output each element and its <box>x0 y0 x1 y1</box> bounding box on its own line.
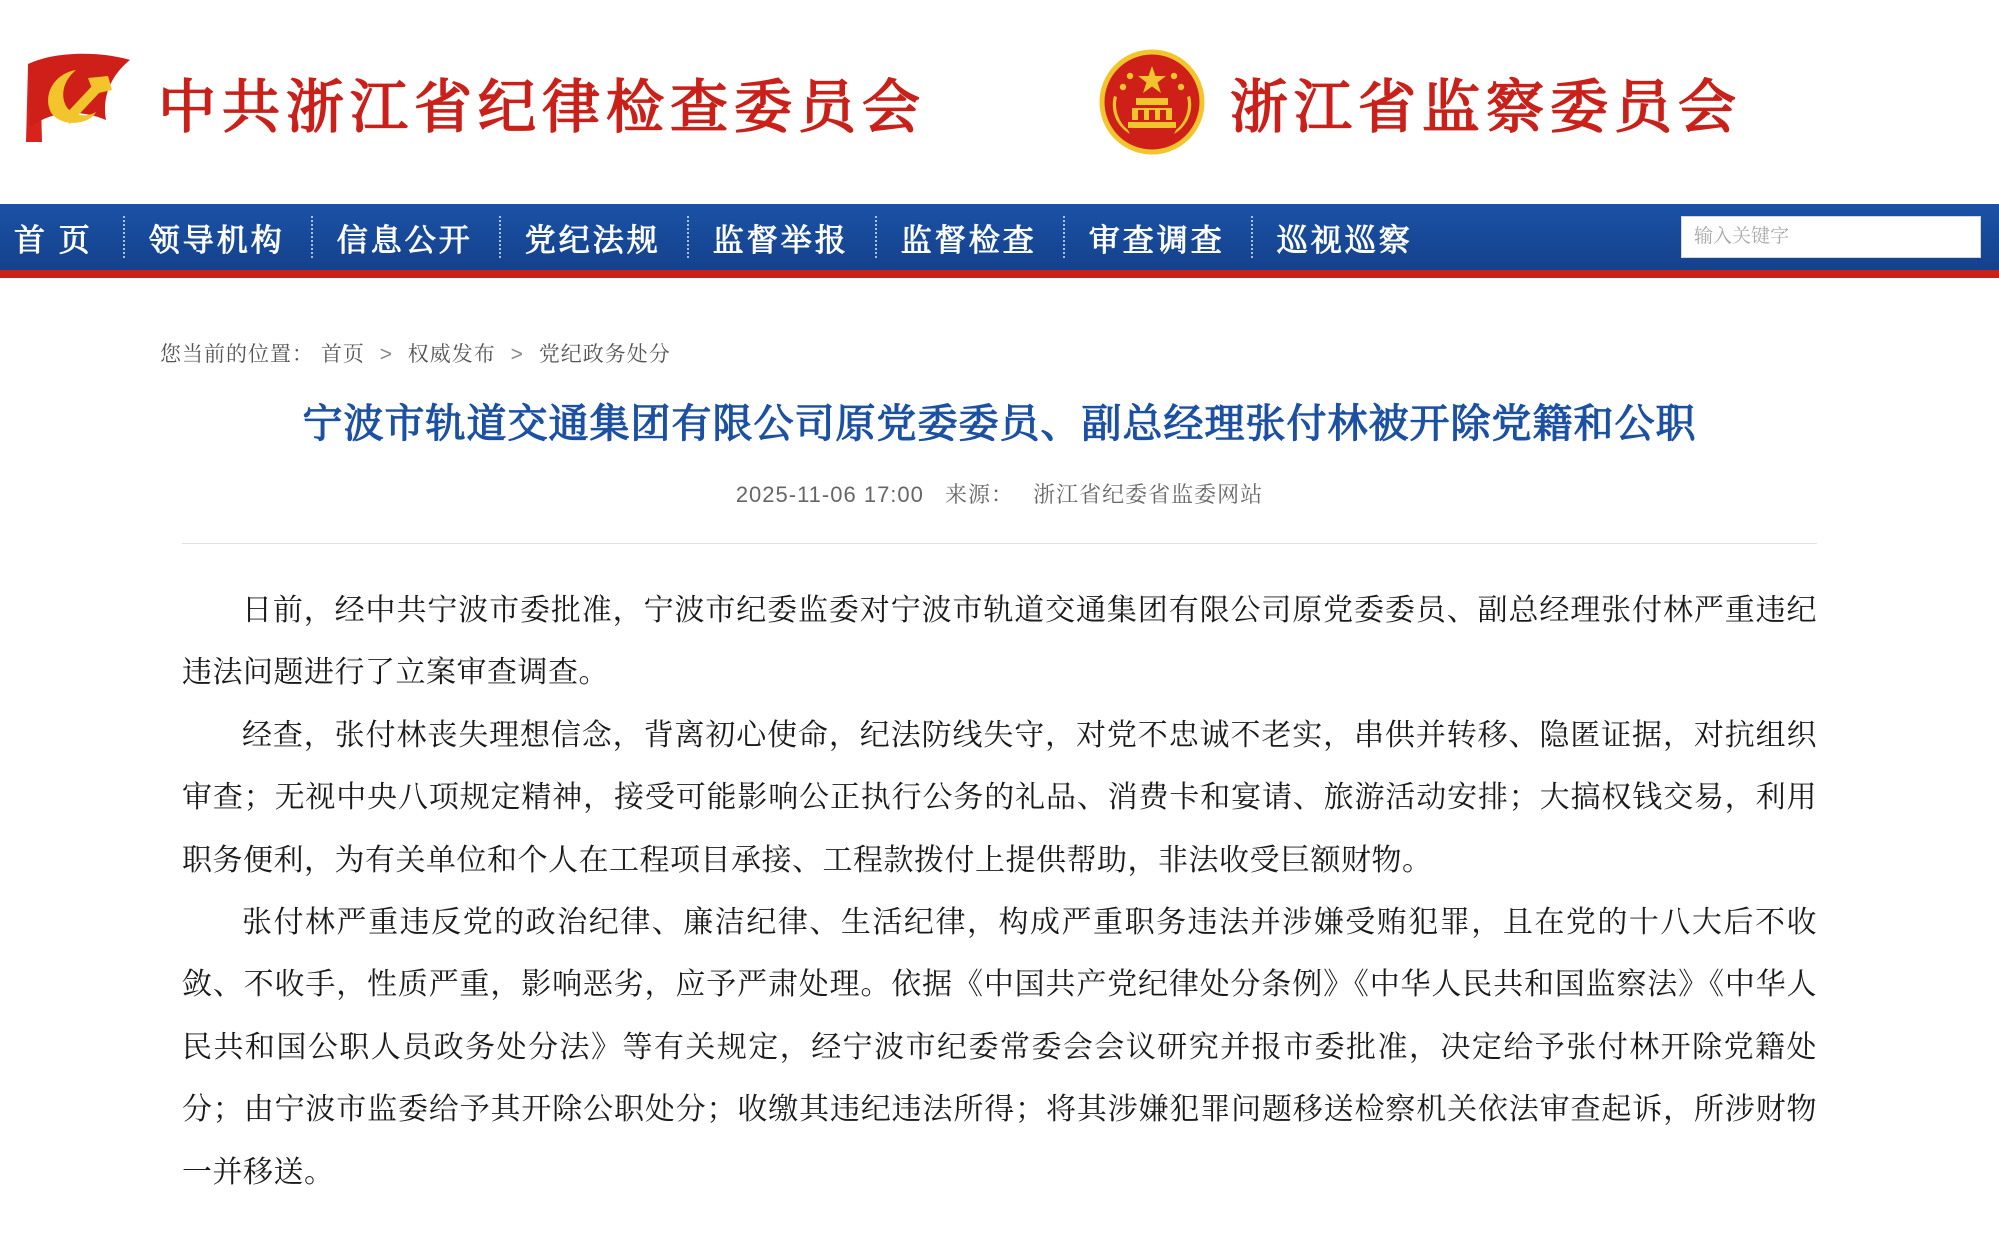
nav-item-label: 领导机构 <box>148 222 285 258</box>
article-source: 浙江省纪委省监委网站 <box>1033 482 1264 507</box>
divider <box>182 543 1817 544</box>
nav-item-home[interactable] <box>0 204 123 270</box>
search-input[interactable] <box>1681 216 1981 258</box>
nav-item-supervision-inspection[interactable] <box>875 204 1063 270</box>
nav-item-patrol-inspection[interactable] <box>1251 204 1439 270</box>
nav-item-list <box>0 204 1681 270</box>
page-title: 宁波市轨道交通集团有限公司原党委委员、副总经理张付林被开除党籍和公职 <box>302 401 1697 446</box>
nav-item-label: 监督举报 <box>712 222 849 258</box>
hammer-sickle-emblem-icon <box>18 46 136 158</box>
nav-item-report[interactable] <box>687 204 875 270</box>
breadcrumb <box>160 278 1839 368</box>
breadcrumb-item-authoritative-release[interactable]: 权威发布 <box>407 343 496 366</box>
article <box>160 396 1839 1204</box>
party-org-title: 中共浙江省纪律检查委员会 <box>158 75 927 140</box>
article-paragraph: 张付林严重违反党的政治纪律、廉洁纪律、生活纪律，构成严重职务违法并涉嫌受贿犯罪，且在党的十八大后不收敛、不收手，性质严重，影响恶劣，应予严肃处理。依据《中国共产党纪律处分条例》《中华人民共和国监察法》《中华人民共和国公职人员政务处分法》等有关规定，经宁波市纪委常委会会议研究并报市委批准，决定给予张付林开除党籍处分；由宁波市监委给予其开除公职处分；收缴其违纪违法所得；将其涉嫌犯罪问题移送检察机关依法审查起诉，所涉财物一并移送。 <box>182 905 1817 1189</box>
main-navigation <box>0 204 1999 270</box>
nav-item-label: 监督检查 <box>900 222 1037 258</box>
breadcrumb-item-disciplinary-action[interactable]: 党纪政务处分 <box>538 343 671 366</box>
article-source-label: 来源： <box>945 482 1015 507</box>
national-emblem-icon <box>1096 46 1208 158</box>
breadcrumb-separator: > <box>510 343 524 366</box>
nav-red-underline <box>0 270 1999 278</box>
article-date: 2025-11-06 17:00 <box>735 482 924 507</box>
nav-item-party-regulations[interactable] <box>499 204 687 270</box>
supervision-logo-block[interactable] <box>1096 46 1742 158</box>
site-header <box>0 0 1999 204</box>
nav-item-label: 巡视巡察 <box>1276 222 1413 258</box>
breadcrumb-separator: > <box>379 343 393 366</box>
nav-item-label: 首 页 <box>14 222 93 258</box>
party-logo-block[interactable] <box>18 46 926 158</box>
nav-item-label: 党纪法规 <box>524 222 661 258</box>
article-paragraph: 经查，张付林丧失理想信念，背离初心使命，纪法防线失守，对党不忠诚不老实，串供并转移、隐匿证据，对抗组织审查；无视中央八项规定精神，接受可能影响公正执行公务的礼品、消费卡和宴请、旅游活动安排；大搞权钱交易，利用职务便利，为有关单位和个人在工程项目承接、工程款拨付上提供帮助，非法收受巨额财物。 <box>182 718 1817 877</box>
nav-item-information-disclosure[interactable] <box>311 204 499 270</box>
supervision-org-title: 浙江省监察委员会 <box>1230 75 1743 140</box>
search-area <box>1681 204 1999 270</box>
nav-item-leadership[interactable] <box>123 204 311 270</box>
nav-item-label: 审查调查 <box>1088 222 1225 258</box>
breadcrumb-prefix: 您当前的位置： <box>160 343 314 366</box>
nav-item-review-investigation[interactable] <box>1063 204 1251 270</box>
article-paragraph: 日前，经中共宁波市委批准，宁波市纪委监委对宁波市轨道交通集团有限公司原党委委员、副总经理张付林严重违纪违法问题进行了立案审查调查。 <box>182 594 1817 690</box>
article-body <box>182 580 1817 1204</box>
breadcrumb-item-home[interactable]: 首页 <box>320 343 365 366</box>
page-content <box>0 278 1999 1204</box>
nav-item-label: 信息公开 <box>336 222 473 258</box>
article-meta <box>182 478 1817 509</box>
